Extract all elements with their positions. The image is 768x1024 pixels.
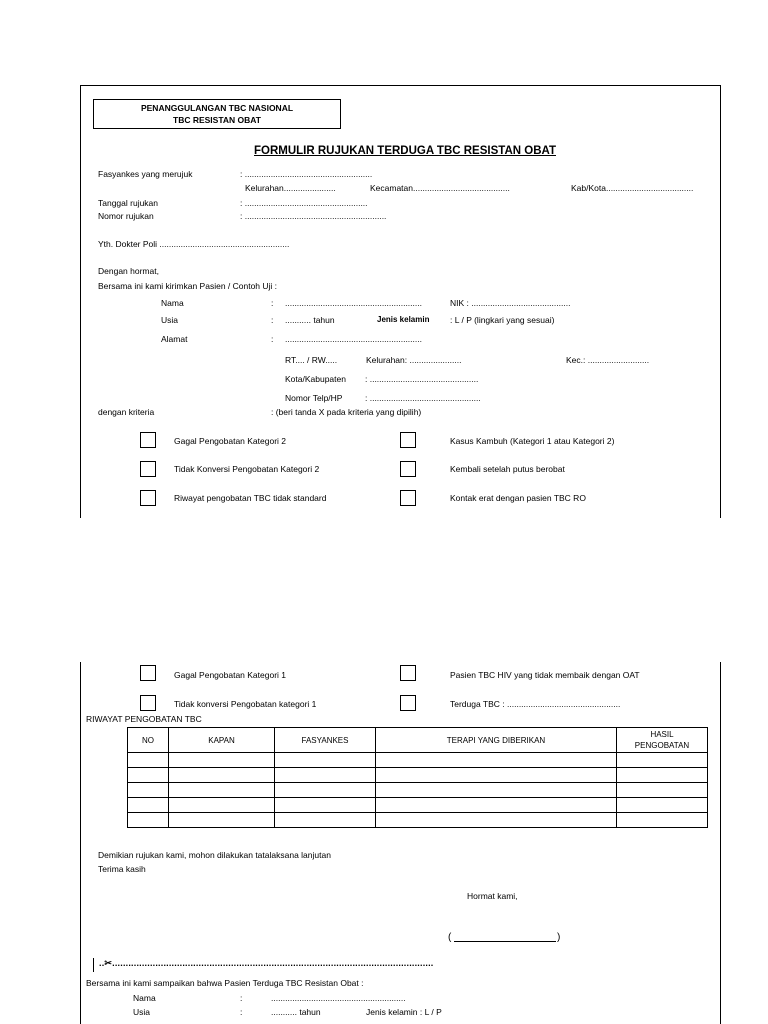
criteria-label-kambuh: Kasus Kambuh (Kategori 1 atau Kategori 2) [450,436,615,446]
usia-label: Usia [161,315,179,325]
table-row [128,753,708,768]
nomor-value: : ............................................................ [240,211,387,221]
alamat-kelurahan: Kelurahan: ...................... [366,355,462,365]
intro-line: Bersama ini kami kirimkan Pasien / Contoh Uji : [98,281,278,291]
kriteria-note: : (beri tanda X pada kriteria yang dipilih) [271,407,422,417]
nik-field: NIK : .......................................... [450,298,571,308]
hormat-kami: Hormat kami, [467,891,518,901]
criteria-checkbox-putus-berobat[interactable] [400,461,416,477]
header-box [93,99,341,129]
fasyankes-kabkota: Kab/Kota..................................... [571,183,694,193]
header-line2: TBC RESISTAN OBAT [173,115,261,125]
tanggal-label: Tanggal rujukan [98,198,159,208]
criteria-checkbox-gagal-kat1[interactable] [140,665,156,681]
criteria-checkbox-gagal-kat2[interactable] [140,432,156,448]
rtrw-field: RT.... / RW..... [285,355,338,365]
criteria-checkbox-hiv[interactable] [400,665,416,681]
telp-value: : ............................................... [365,393,481,403]
criteria-label-kontak-erat: Kontak erat dengan pasien TBC RO [450,493,586,503]
return-intro: Bersama ini kami sampaikan bahwa Pasien Terduga TBC Resistan Obat : [86,978,364,988]
return-usia-colon: : [240,1007,243,1017]
usia-colon: : [271,315,274,325]
yth-line: Yth. Dokter Poli ....................................................... [98,239,290,249]
riwayat-title: RIWAYAT PENGOBATAN TBC [86,714,202,724]
return-usia-value: ........... tahun [271,1007,321,1017]
signature-line[interactable] [454,941,556,942]
nama-label: Nama [161,298,184,308]
col-no: NO [128,728,169,753]
criteria-checkbox-terduga[interactable] [400,695,416,711]
closing-line1: Demikian rujukan kami, mohon dilakukan tatalaksana lanjutan [98,850,331,860]
table-header-row [128,728,708,753]
col-hasil-line1: HASIL [650,730,674,739]
kriteria-label: dengan kriteria [98,407,155,417]
table-row [128,783,708,798]
col-hasil [617,728,708,753]
telp-label: Nomor Telp/HP [285,393,343,403]
criteria-label-konversi-kat1: Tidak konversi Pengobatan kategori 1 [174,699,317,709]
criteria-checkbox-kambuh[interactable] [400,432,416,448]
kota-value: : .............................................. [365,374,479,384]
return-nama-value: ......................................................... [271,993,406,1003]
fasyankes-value: : ...................................................... [240,169,373,179]
cut-marker [93,958,94,972]
col-hasil-line2: PENGOBATAN [634,741,690,750]
criteria-label-terduga: Terduga TBC : ................................................ [450,699,621,709]
kota-label: Kota/Kabupaten [285,374,346,384]
form-title: FORMULIR RUJUKAN TERDUGA TBC RESISTAN OBAT [254,145,556,157]
return-nama-label: Nama [133,993,156,1003]
criteria-label-putus-berobat: Kembali setelah putus berobat [450,464,565,474]
closing-line2: Terima kasih [98,864,146,874]
tanggal-value: : .................................................... [240,198,368,208]
table-row [128,798,708,813]
riwayat-table [127,727,708,828]
jk-value: : L / P (lingkari yang sesuai) [450,315,555,325]
criteria-label-gagal-kat1: Gagal Pengobatan Kategori 1 [174,670,287,680]
fasyankes-kelurahan: Kelurahan...................... [245,183,336,193]
greeting: Dengan hormat, [98,266,159,276]
criteria-checkbox-riwayat-tidak-standard[interactable] [140,490,156,506]
criteria-checkbox-kontak-erat[interactable] [400,490,416,506]
table-row [128,813,708,828]
usia-value: ........... tahun [285,315,335,325]
nomor-label: Nomor rujukan [98,211,154,221]
signature-open: ( [448,932,452,943]
header-line1: PENANGGULANGAN TBC NASIONAL [140,103,294,113]
return-usia-label: Usia [133,1007,151,1017]
fasyankes-label: Fasyankes yang merujuk [98,169,193,179]
alamat-value: .......................................................... [285,334,422,344]
criteria-checkbox-konversi-kat2[interactable] [140,461,156,477]
col-fasyankes: FASYANKES [275,728,376,753]
alamat-colon: : [271,334,274,344]
alamat-label: Alamat [161,334,188,344]
nama-colon: : [271,298,274,308]
col-terapi: TERAPI YANG DIBERIKAN [376,728,617,753]
criteria-label-hiv: Pasien TBC HIV yang tidak membaik dengan OAT [450,670,640,680]
fasyankes-kecamatan: Kecamatan......................................... [370,183,510,193]
criteria-label-gagal-kat2: Gagal Pengobatan Kategori 2 [174,436,287,446]
signature-close: ) [557,932,561,943]
return-nama-colon: : [240,993,243,1003]
criteria-label-riwayat-tidak-standard: Riwayat pengobatan TBC tidak standard [174,493,327,503]
return-jk: Jenis kelamin : L / P [366,1007,442,1017]
criteria-label-konversi-kat2: Tidak Konversi Pengobatan Kategori 2 [174,464,320,474]
nama-value: .......................................................... [285,298,422,308]
criteria-checkbox-konversi-kat1[interactable] [140,695,156,711]
cut-line: ..✂....................................................................................................................... [99,958,434,968]
col-kapan: KAPAN [169,728,275,753]
alamat-kec: Kec.: .......................... [566,355,650,365]
table-row [128,768,708,783]
jk-label: Jenis kelamin [377,315,430,324]
